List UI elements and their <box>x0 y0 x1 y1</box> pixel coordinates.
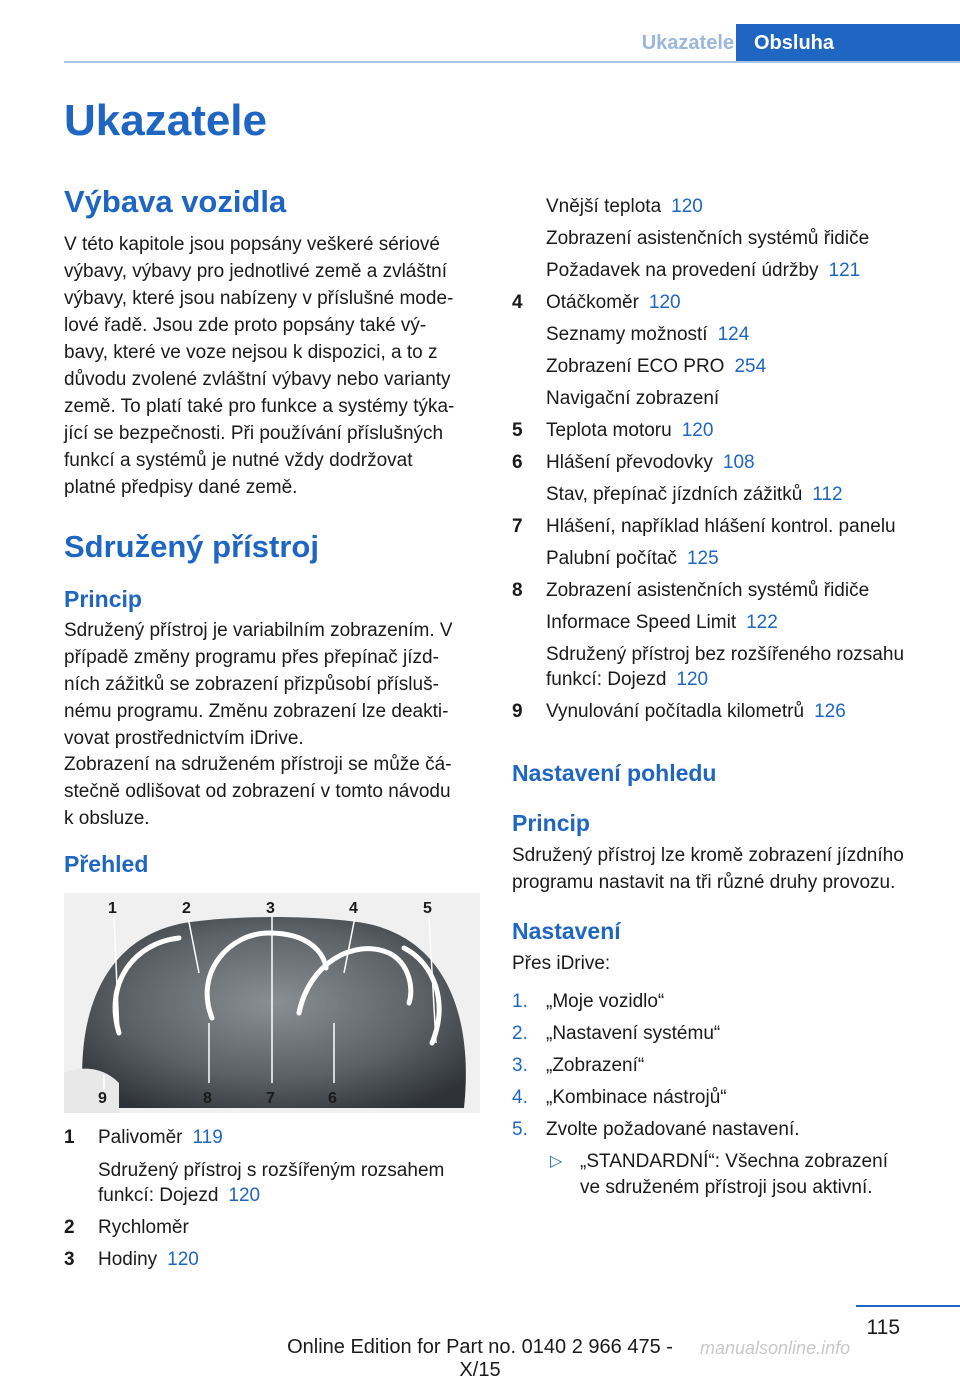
step-number: 3. <box>512 1055 528 1076</box>
page-title: Ukazatele <box>64 96 268 145</box>
text-line: funkcí a systémů je nutné vždy dodržovat <box>64 450 413 471</box>
display-note-paragraph <box>64 751 484 832</box>
text-line: Sdružený přístroj je variabilním zobrazením. V <box>64 620 453 641</box>
page-reference-link[interactable]: 254 <box>734 356 767 377</box>
legend-text: Požadavek na provedení údržby <box>546 260 819 281</box>
legend-text: Sdružený přístroj s rozšířeným rozsahem <box>98 1160 445 1181</box>
cluster-drawing <box>64 893 480 1113</box>
view-principle-paragraph <box>512 842 942 896</box>
principle-heading: Princip <box>64 586 142 612</box>
page-reference-link[interactable]: 126 <box>814 701 846 722</box>
step-text: „Moje vozidlo“ <box>546 991 665 1012</box>
page-reference-link[interactable]: 122 <box>746 612 778 633</box>
page-reference-link[interactable]: 120 <box>228 1185 261 1206</box>
legend-text: funkcí: Dojezd <box>98 1185 219 1206</box>
bullet-text <box>580 1149 950 1201</box>
bullet-triangle-icon: ▷ <box>550 1153 563 1170</box>
text-line: Zobrazení na sdruženém přístroji se může čá‐ <box>64 754 452 775</box>
text-line: lové řadě. Jsou zde proto popsány také vý‐ <box>64 315 427 336</box>
text-line: k obsluze. <box>64 808 150 829</box>
page-reference-link[interactable]: 120 <box>681 420 714 441</box>
legend-text: Rychloměr <box>98 1217 189 1238</box>
step-text: „Zobrazení“ <box>546 1055 645 1076</box>
view-settings-heading: Nastavení pohledu <box>512 760 717 786</box>
page-reference-link[interactable]: 120 <box>167 1249 199 1270</box>
step-number: 4. <box>512 1087 528 1108</box>
legend-text: Teplota motoru <box>546 420 672 441</box>
view-principle-heading: Princip <box>512 810 590 836</box>
legend-number: 4 <box>512 292 523 313</box>
text-line: „STANDARDNÍ“: Všechna zobrazení <box>580 1151 888 1172</box>
legend-text: Sdružený přístroj bez rozšířeného rozsahu <box>546 644 905 665</box>
section-heading-cluster: Sdružený přístroj <box>64 529 319 564</box>
page-reference-link[interactable]: 120 <box>648 292 681 313</box>
step-number: 5. <box>512 1119 528 1140</box>
edition-footer: Online Edition for Part no. 0140 2 966 475 - X/15 <box>287 1336 673 1381</box>
text-line: ních zážitků se zobrazení přizpůsobí přísluš‐ <box>64 674 439 695</box>
legend-number: 5 <box>512 420 523 441</box>
step-text: Zvolte požadované nastavení. <box>546 1119 800 1140</box>
legend-number: 1 <box>64 1127 75 1148</box>
page-reference-link[interactable]: 119 <box>192 1127 223 1148</box>
legend-text: Palubní počítač <box>546 548 677 569</box>
page-reference-link[interactable]: 120 <box>676 669 709 690</box>
legend-text: Zobrazení asistenčních systémů řidiče <box>546 228 870 249</box>
step-text: „Nastavení systému“ <box>546 1023 721 1044</box>
legend-number: 8 <box>512 580 523 601</box>
text-line: V této kapitole jsou popsány veškeré sériové <box>64 234 440 255</box>
overview-heading: Přehled <box>64 851 149 877</box>
cluster-housing <box>82 917 466 1108</box>
page-reference-link[interactable]: 108 <box>722 452 755 473</box>
legend-text: Palivoměr <box>98 1127 183 1148</box>
page-reference-link[interactable]: 125 <box>686 548 719 569</box>
text-line: bavy, které ve voze nejsou k dispozici, a to z <box>64 342 438 363</box>
text-line: Sdružený přístroj lze kromě zobrazení jízdního <box>512 845 904 866</box>
legend-number: 7 <box>512 516 523 537</box>
text-line: výbavy, výbavy pro jednotlivé země a zvláštní <box>64 261 447 282</box>
legend-text: Hodiny <box>98 1249 158 1270</box>
text-line: programu nastavit na tři různé druhy provozu. <box>512 872 896 893</box>
callout-label-2: 2 <box>182 900 191 917</box>
legend-number: 2 <box>64 1217 75 1238</box>
page-reference-link[interactable]: 112 <box>812 484 843 505</box>
legend-text: Zobrazení asistenčních systémů řidiče <box>546 580 870 601</box>
step-text: „Kombinace nástrojů“ <box>546 1087 727 1108</box>
callout-label-7: 7 <box>266 1090 275 1107</box>
text-line: stečně odlišovat od zobrazení v tomto návodu <box>64 781 451 802</box>
header-tab-chapter: Obsluha <box>736 24 960 62</box>
text-line: vovat prostřednictvím iDrive. <box>64 728 304 749</box>
text-line: důvodu zvolené zvláštní výbavy nebo varianty <box>64 369 451 390</box>
text-line: platné předpisy dané země. <box>64 477 298 498</box>
callout-label-5: 5 <box>423 900 432 917</box>
legend-text: Stav, přepínač jízdních zážitků <box>546 484 803 505</box>
page-reference-link[interactable]: 124 <box>717 324 750 345</box>
settings-heading: Nastavení <box>512 918 621 944</box>
step-number: 2. <box>512 1023 528 1044</box>
page-number: 115 <box>866 1316 900 1339</box>
settings-intro: Přes iDrive: <box>512 953 611 974</box>
callout-label-9: 9 <box>98 1090 107 1107</box>
text-line: jící se bezpečnosti. Při používání příslušných <box>64 423 444 444</box>
text-line: ve sdruženém přístroji jsou aktivní. <box>580 1177 873 1198</box>
principle-paragraph <box>64 617 484 752</box>
header-tab-section: Ukazatele <box>641 32 734 54</box>
footer-rule <box>856 1305 960 1307</box>
callout-label-8: 8 <box>203 1090 212 1107</box>
legend-text: Vnější teplota <box>546 196 662 217</box>
legend-text: funkcí: Dojezd <box>546 669 667 690</box>
legend-number: 3 <box>64 1249 75 1270</box>
text-line: výbavy, které jsou nabízeny v příslušné mode‐ <box>64 288 454 309</box>
callout-label-6: 6 <box>328 1090 337 1107</box>
legend-text: Informace Speed Limit <box>546 612 737 633</box>
watermark: manualsonline.info <box>700 1338 851 1358</box>
callout-label-1: 1 <box>108 900 117 917</box>
text-line: případě změny programu přes přepínač jízd‐ <box>64 647 439 668</box>
header-rule <box>64 61 960 63</box>
callout-label-4: 4 <box>349 900 358 917</box>
section-heading-equipment: Výbava vozidla <box>64 184 287 219</box>
step-number: 1. <box>512 991 528 1012</box>
legend-text: Hlášení převodovky <box>546 452 713 473</box>
text-line: nému programu. Změnu zobrazení lze deakti‐ <box>64 701 449 722</box>
legend-number: 9 <box>512 701 523 722</box>
legend-number: 6 <box>512 452 523 473</box>
page-reference-link[interactable]: 121 <box>828 260 861 281</box>
text-line: země. To platí také pro funkce a systémy týka‐ <box>64 396 455 417</box>
legend-text: Hlášení, například hlášení kontrol. panelu <box>546 516 896 537</box>
page-reference-link[interactable]: 120 <box>671 196 703 217</box>
legend-text: Vynulování počítadla kilometrů <box>546 701 805 722</box>
legend-text: Zobrazení ECO PRO <box>546 356 725 377</box>
equipment-paragraph <box>64 231 484 501</box>
instrument-cluster-illustration <box>64 893 480 1113</box>
callout-label-3: 3 <box>266 900 275 917</box>
legend-text: Otáčkoměr <box>546 292 639 313</box>
legend-text: Seznamy možností <box>546 324 708 345</box>
legend-text: Navigační zobrazení <box>546 388 720 409</box>
